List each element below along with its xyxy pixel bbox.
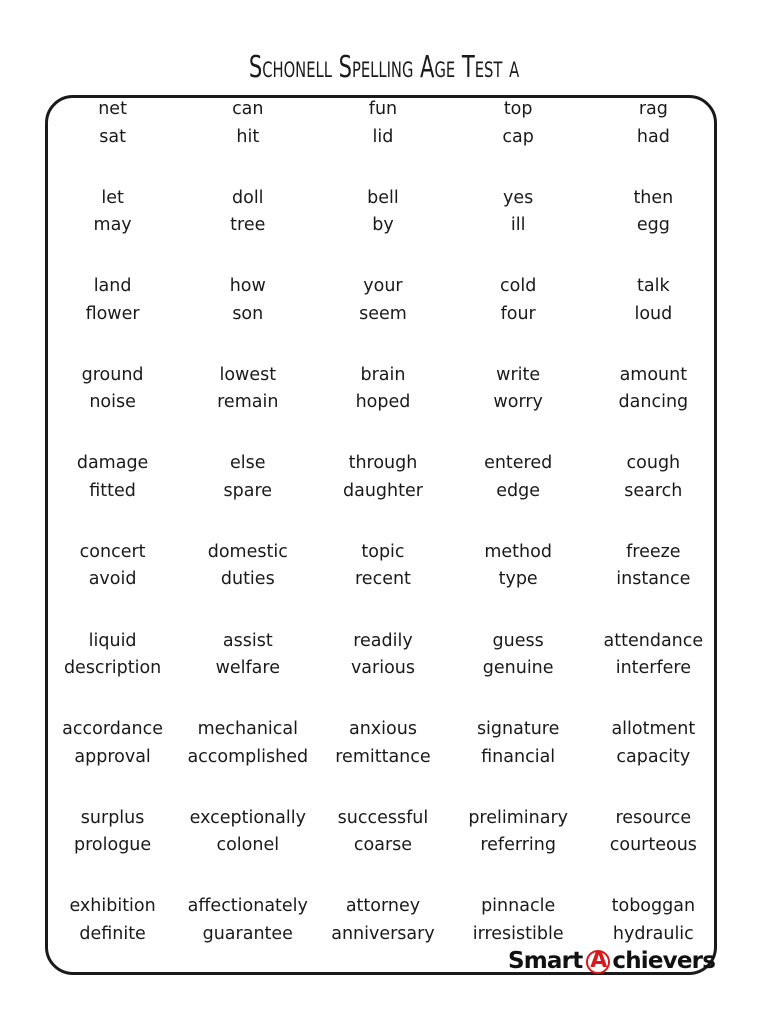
word-cell bbox=[45, 805, 180, 894]
word-cell bbox=[180, 716, 315, 805]
word-cell bbox=[315, 716, 450, 805]
word-item: genuine bbox=[482, 658, 554, 679]
word-cell bbox=[586, 96, 721, 185]
word-group bbox=[45, 450, 721, 539]
word-item: spare bbox=[223, 480, 273, 501]
word-cell bbox=[451, 805, 586, 894]
logo-a-mark bbox=[585, 948, 611, 974]
word-cell bbox=[451, 628, 586, 717]
word-cell bbox=[45, 362, 180, 451]
word-item: type bbox=[498, 569, 538, 590]
word-item: by bbox=[372, 215, 394, 236]
word-item: freeze bbox=[626, 541, 681, 562]
word-cell bbox=[180, 805, 315, 894]
word-item: talk bbox=[637, 276, 670, 297]
word-item: dancing bbox=[618, 392, 689, 413]
word-item: remittance bbox=[335, 746, 431, 767]
word-group bbox=[45, 628, 721, 717]
word-cell bbox=[451, 185, 586, 274]
word-item: approval bbox=[74, 746, 151, 767]
word-cell bbox=[451, 362, 586, 451]
word-item: net bbox=[98, 99, 127, 119]
word-item: toboggan bbox=[611, 896, 696, 917]
word-item: coarse bbox=[353, 835, 413, 856]
word-item: affectionately bbox=[187, 896, 308, 917]
word-item: signature bbox=[476, 719, 560, 740]
word-item: surplus bbox=[80, 807, 145, 828]
word-item: accomplished bbox=[187, 746, 309, 767]
word-cell bbox=[315, 628, 450, 717]
word-group bbox=[45, 539, 721, 628]
word-cell bbox=[45, 893, 180, 982]
word-item: anniversary bbox=[331, 923, 435, 944]
word-item: interfere bbox=[615, 658, 691, 679]
word-item: fitted bbox=[89, 480, 136, 501]
word-cell bbox=[315, 805, 450, 894]
word-item: may bbox=[93, 215, 132, 236]
smart-achievers-logo bbox=[508, 944, 715, 978]
word-item: attorney bbox=[345, 896, 421, 917]
word-item: how bbox=[229, 276, 266, 297]
word-cell bbox=[315, 96, 450, 185]
word-item: exceptionally bbox=[189, 807, 306, 828]
word-item: amount bbox=[619, 364, 688, 385]
word-cell bbox=[45, 96, 180, 185]
word-cell bbox=[586, 273, 721, 362]
word-item: worry bbox=[493, 392, 543, 413]
word-item: seem bbox=[359, 303, 407, 324]
word-item: hoped bbox=[355, 392, 411, 413]
word-cell bbox=[451, 450, 586, 539]
word-item: irresistible bbox=[472, 923, 564, 944]
word-cell bbox=[586, 805, 721, 894]
word-item: topic bbox=[361, 541, 405, 562]
word-item: had bbox=[636, 126, 670, 147]
word-item: domestic bbox=[207, 541, 288, 562]
word-item: write bbox=[496, 364, 541, 385]
word-item: readily bbox=[353, 630, 413, 651]
word-cell bbox=[315, 362, 450, 451]
word-cell bbox=[45, 716, 180, 805]
logo-text-chievers: chievers bbox=[612, 948, 716, 974]
word-item: guess bbox=[492, 630, 544, 651]
word-item: avoid bbox=[88, 569, 137, 590]
word-item: sat bbox=[99, 126, 126, 147]
word-cell bbox=[451, 96, 586, 185]
word-item: guarantee bbox=[202, 923, 293, 944]
word-item: liquid bbox=[88, 630, 137, 651]
word-item: tree bbox=[230, 215, 266, 236]
word-item: definite bbox=[79, 923, 146, 944]
word-item: edge bbox=[496, 480, 541, 501]
word-item: prologue bbox=[74, 835, 152, 856]
word-cell bbox=[45, 185, 180, 274]
word-cell bbox=[315, 450, 450, 539]
word-group bbox=[45, 362, 721, 451]
word-item: capacity bbox=[616, 746, 691, 767]
word-cell bbox=[45, 628, 180, 717]
word-item: else bbox=[230, 453, 266, 474]
word-item: can bbox=[232, 99, 264, 119]
word-item: four bbox=[500, 303, 536, 324]
word-group bbox=[45, 716, 721, 805]
word-item: exhibition bbox=[69, 896, 156, 917]
word-item: instance bbox=[616, 569, 691, 590]
word-cell bbox=[180, 96, 315, 185]
word-item: anxious bbox=[348, 719, 417, 740]
word-item: entered bbox=[484, 453, 553, 474]
word-cell bbox=[586, 628, 721, 717]
word-item: loud bbox=[634, 303, 673, 324]
word-cell bbox=[451, 539, 586, 628]
word-item: your bbox=[363, 276, 403, 297]
word-item: attendance bbox=[603, 630, 704, 651]
logo-a-letter: A bbox=[590, 948, 607, 973]
word-item: welfare bbox=[215, 658, 280, 679]
word-cell bbox=[180, 539, 315, 628]
word-grid bbox=[45, 96, 721, 982]
word-item: then bbox=[633, 187, 674, 208]
word-cell bbox=[315, 273, 450, 362]
word-item: various bbox=[350, 658, 415, 679]
word-item: duties bbox=[220, 569, 275, 590]
word-item: hydraulic bbox=[612, 923, 694, 944]
word-item: noise bbox=[89, 392, 136, 413]
word-item: doll bbox=[232, 187, 264, 208]
word-item: pinnacle bbox=[481, 896, 556, 917]
word-item: egg bbox=[636, 215, 670, 236]
word-item: ill bbox=[510, 215, 526, 236]
word-item: resource bbox=[615, 807, 692, 828]
word-cell bbox=[315, 185, 450, 274]
word-item: land bbox=[93, 276, 132, 297]
word-item: lowest bbox=[219, 364, 277, 385]
word-item: brain bbox=[360, 364, 406, 385]
word-cell bbox=[45, 450, 180, 539]
word-cell bbox=[586, 185, 721, 274]
word-item: let bbox=[101, 187, 124, 208]
word-item: yes bbox=[503, 187, 534, 208]
word-cell bbox=[315, 893, 450, 982]
word-item: lid bbox=[372, 126, 394, 147]
word-cell bbox=[451, 273, 586, 362]
word-item: rag bbox=[638, 99, 668, 119]
word-cell bbox=[45, 539, 180, 628]
word-item: method bbox=[484, 541, 552, 562]
word-cell bbox=[586, 539, 721, 628]
word-item: daughter bbox=[342, 480, 423, 501]
word-item: fun bbox=[368, 99, 398, 119]
word-cell bbox=[180, 273, 315, 362]
word-item: courteous bbox=[609, 835, 697, 856]
word-cell bbox=[45, 273, 180, 362]
word-cell bbox=[180, 185, 315, 274]
word-item: ground bbox=[81, 364, 144, 385]
word-group bbox=[45, 273, 721, 362]
word-item: search bbox=[624, 480, 683, 501]
word-item: damage bbox=[76, 453, 149, 474]
word-cell bbox=[180, 628, 315, 717]
word-item: remain bbox=[217, 392, 279, 413]
word-item: cap bbox=[502, 126, 534, 147]
word-item: colonel bbox=[216, 835, 280, 856]
word-item: preliminary bbox=[468, 807, 568, 828]
word-item: flower bbox=[85, 303, 140, 324]
page-title: Schonell Spelling Age Test a bbox=[248, 50, 520, 85]
word-cell bbox=[315, 539, 450, 628]
word-item: recent bbox=[355, 569, 411, 590]
word-item: accordance bbox=[62, 719, 164, 740]
word-group bbox=[45, 96, 721, 185]
word-cell bbox=[586, 362, 721, 451]
word-item: cold bbox=[500, 276, 537, 297]
word-cell bbox=[586, 716, 721, 805]
word-item: assist bbox=[222, 630, 273, 651]
word-item: hit bbox=[236, 126, 260, 147]
word-item: successful bbox=[337, 807, 429, 828]
word-item: allotment bbox=[611, 719, 696, 740]
word-item: through bbox=[348, 453, 418, 474]
word-item: bell bbox=[367, 187, 399, 208]
word-item: son bbox=[232, 303, 264, 324]
word-item: mechanical bbox=[197, 719, 298, 740]
word-cell bbox=[451, 716, 586, 805]
word-item: financial bbox=[481, 746, 556, 767]
word-item: cough bbox=[626, 453, 681, 474]
word-cell bbox=[180, 362, 315, 451]
word-group bbox=[45, 805, 721, 894]
word-group bbox=[45, 185, 721, 274]
word-cell bbox=[180, 893, 315, 982]
word-item: description bbox=[63, 658, 162, 679]
word-item: top bbox=[503, 99, 533, 119]
word-item: referring bbox=[480, 835, 556, 856]
word-item: concert bbox=[79, 541, 146, 562]
word-cell bbox=[180, 450, 315, 539]
word-cell bbox=[586, 450, 721, 539]
logo-text-smart: Smart bbox=[508, 948, 583, 974]
